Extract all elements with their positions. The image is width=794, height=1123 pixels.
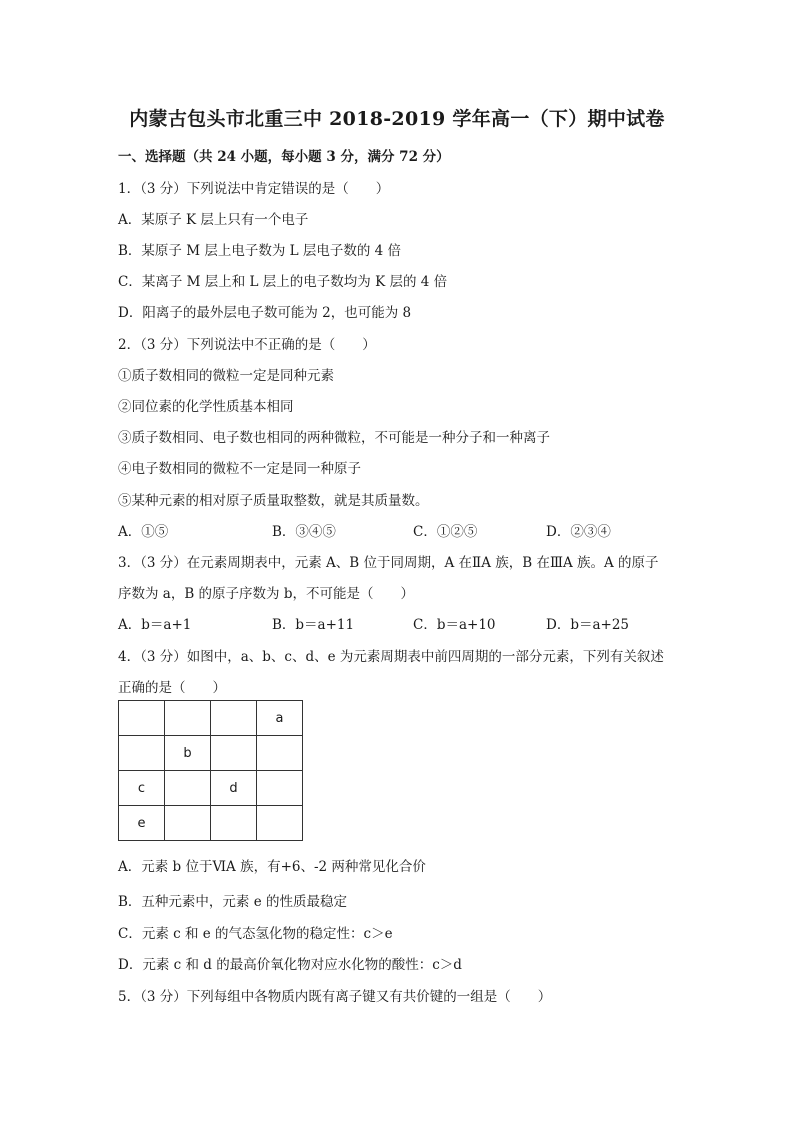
page-title: 内蒙古包头市北重三中 2018-2019 学年高一（下）期中试卷 <box>129 108 665 130</box>
q4-option-b: B．五种元素中，元素 e 的性质最稳定 <box>118 894 347 910</box>
q4-stem-line2: 正确的是（ ） <box>118 680 226 696</box>
q4-stem-line1: 4．（3 分）如图中，a、b、c、d、e 为元素周期表中前四周期的一部分元素，下列有关叙述 <box>118 649 664 665</box>
grid-cell <box>257 736 303 771</box>
q2-option-a: A．①⑤ <box>118 524 169 540</box>
q4-option-d: D．元素 c 和 d 的最高价氧化物对应水化物的酸性：c＞d <box>118 957 462 973</box>
q1-option-b: B．某原子 M 层上电子数为 L 层电子数的 4 倍 <box>118 243 402 259</box>
q2-statement-3: ③质子数相同、电子数也相同的两种微粒，不可能是一种分子和一种离子 <box>118 430 550 446</box>
section-heading: 一、选择题（共 24 小题，每小题 3 分，满分 72 分） <box>118 149 450 165</box>
grid-cell <box>165 701 211 736</box>
grid-cell <box>211 736 257 771</box>
grid-cell: c <box>119 771 165 806</box>
grid-cell <box>257 806 303 841</box>
q2-stem: 2．（3 分）下列说法中不正确的是（ ） <box>118 337 376 353</box>
q4-option-a: A．元素 b 位于ⅥA 族，有+6、-2 两种常见化合价 <box>118 859 426 875</box>
periodic-table-fragment <box>118 700 303 841</box>
grid-cell <box>119 701 165 736</box>
grid-cell <box>119 736 165 771</box>
grid-cell: b <box>165 736 211 771</box>
grid-cell: a <box>257 701 303 736</box>
q3-option-c: C．b＝a+10 <box>413 617 496 633</box>
grid-cell <box>211 806 257 841</box>
grid-cell <box>165 806 211 841</box>
grid-cell <box>165 771 211 806</box>
q3-option-a: A．b＝a+1 <box>118 617 192 633</box>
q3-stem-line1: 3．（3 分）在元素周期表中，元素 A、B 位于同周期，A 在ⅡA 族，B 在ⅢA 族。A 的原子 <box>118 555 659 571</box>
grid-row <box>119 806 303 841</box>
grid-row <box>119 701 303 736</box>
q1-stem: 1．（3 分）下列说法中肯定错误的是（ ） <box>118 181 390 197</box>
q2-statement-1: ①质子数相同的微粒一定是同种元素 <box>118 368 334 384</box>
q1-option-d: D．阳离子的最外层电子数可能为 2，也可能为 8 <box>118 305 412 321</box>
q1-option-c: C．某离子 M 层上和 L 层上的电子数均为 K 层的 4 倍 <box>118 274 448 290</box>
q2-option-b: B．③④⑤ <box>272 524 336 540</box>
grid-cell: e <box>119 806 165 841</box>
q3-stem-line2: 序数为 a，B 的原子序数为 b，不可能是（ ） <box>118 586 414 602</box>
q5-stem: 5．（3 分）下列每组中各物质内既有离子键又有共价键的一组是（ ） <box>118 989 552 1005</box>
grid-cell <box>257 771 303 806</box>
grid-cell: d <box>211 771 257 806</box>
grid-cell <box>211 701 257 736</box>
q2-option-c: C．①②⑤ <box>413 524 478 540</box>
q2-option-d: D．②③④ <box>546 524 611 540</box>
q4-option-c: C．元素 c 和 e 的气态氢化物的稳定性：c＞e <box>118 926 393 942</box>
q2-statement-5: ⑤某种元素的相对原子质量取整数，就是其质量数。 <box>118 493 429 509</box>
q1-option-a: A．某原子 K 层上只有一个电子 <box>118 212 309 228</box>
grid-row <box>119 736 303 771</box>
q2-statement-4: ④电子数相同的微粒不一定是同一种原子 <box>118 461 361 477</box>
q3-option-d: D．b＝a+25 <box>546 617 630 633</box>
grid-row <box>119 771 303 806</box>
q2-statement-2: ②同位素的化学性质基本相同 <box>118 399 294 415</box>
q3-option-b: B．b＝a+11 <box>272 617 355 633</box>
